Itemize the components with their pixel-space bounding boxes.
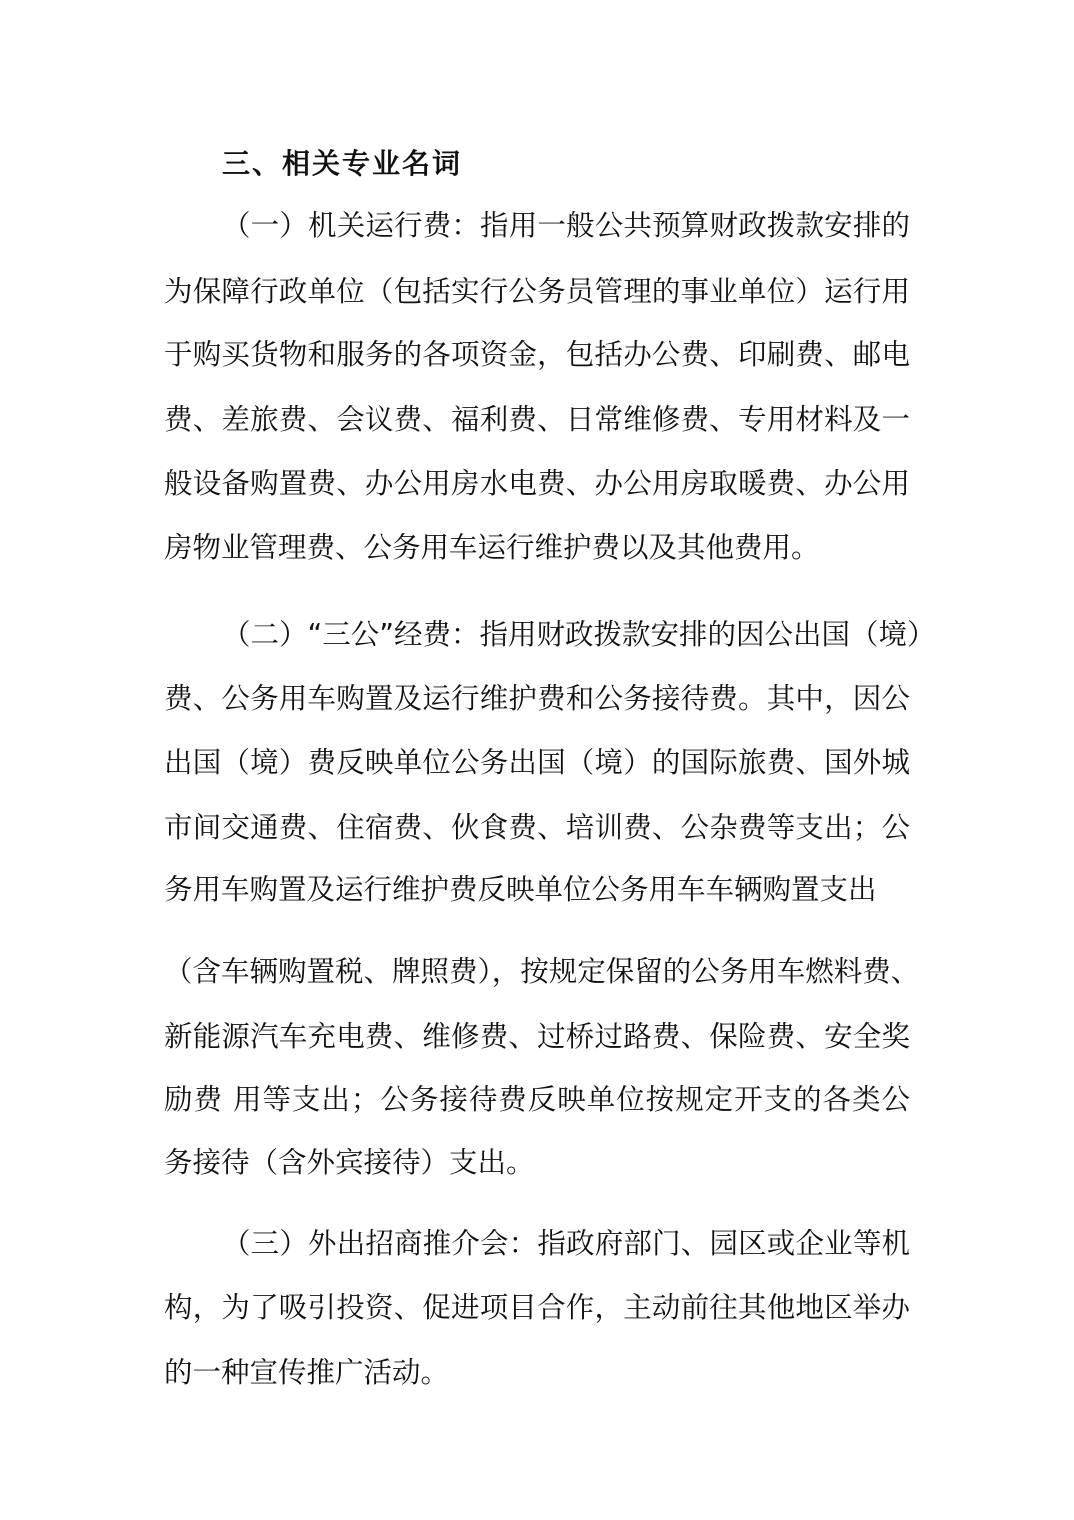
paragraph-line: 费、公务用车购置及运行维护费和公务接待费。其中，因公 [164, 682, 910, 715]
paragraph-line: 务接待（含外宾接待）支出。 [164, 1146, 535, 1179]
paragraph-line: 于购买货物和服务的各项资金，包括办公费、印刷费、邮电 [164, 338, 910, 371]
paragraph-line: 构，为了吸引投资、促进项目合作，主动前往其他地区举办 [164, 1291, 910, 1324]
paragraph-line: （含车辆购置税、牌照费），按规定保留的公务用车燃料费、 [164, 955, 920, 988]
section-heading: 三、相关专业名词 [222, 147, 463, 180]
paragraph-line: 新能源汽车充电费、维修费、过桥过路费、保险费、安全奖 [164, 1020, 910, 1053]
paragraph-line: 市间交通费、住宿费、伙食费、培训费、公杂费等支出；公 [164, 811, 910, 844]
paragraph-line: 为保障行政单位（包括实行公务员管理的事业单位）运行用 [164, 275, 910, 308]
paragraph-line: （一）机关运行费：指用一般公共预算财政拨款安排的 [222, 209, 910, 242]
paragraph-line: （三）外出招商推介会：指政府部门、园区或企业等机 [222, 1227, 910, 1260]
paragraph-line: 出国（境）费反映单位公务出国（境）的国际旅费、国外城 [164, 746, 910, 779]
paragraph-line: 的一种宣传推广活动。 [164, 1356, 450, 1389]
paragraph-line: 般设备购置费、办公用房水电费、办公用房取暖费、办公用 [164, 467, 910, 500]
paragraph-line: 房物业管理费、公务用车运行维护费以及其他费用。 [164, 531, 820, 564]
paragraph-line: 励费 用等支出；公务接待费反映单位按规定开支的各类公 [164, 1083, 910, 1116]
paragraph-line: （二）“三公”经费：指用财政拨款安排的因公出国（境） [222, 618, 936, 651]
paragraph-line: 费、差旅费、会议费、福利费、日常维修费、专用材料及一 [164, 403, 910, 436]
paragraph-line: 务用车购置及运行维护费反映单位公务用车车辆购置支出 [164, 873, 877, 906]
